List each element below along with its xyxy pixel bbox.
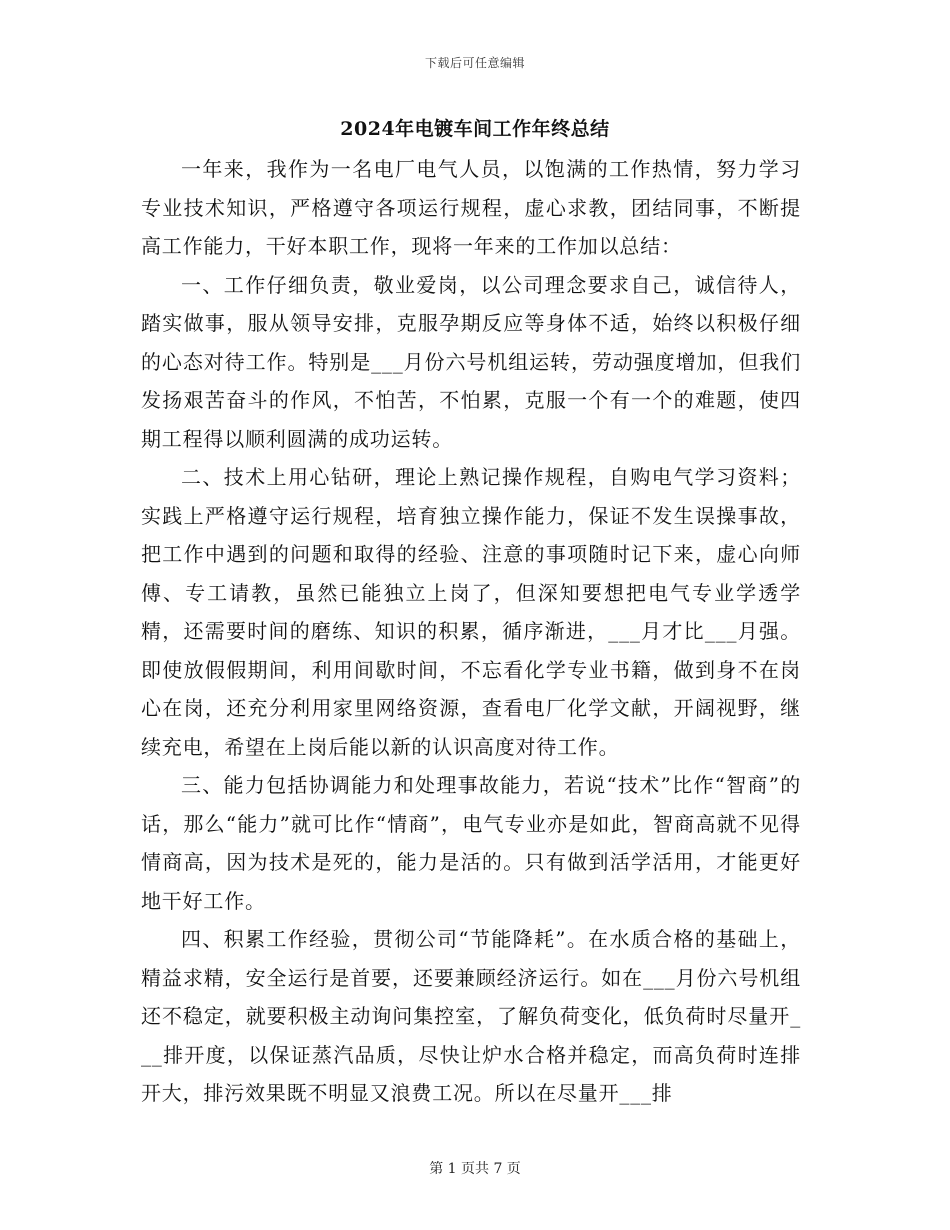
paragraph-section-2: 二、技术上用心钻研，理论上熟记操作规程，自购电气学习资料；实践上严格遵守运行规程，培育独立操作能力，保证不发生误操事故，把工作中遇到的问题和取得的经验、注意的事项随时记下来，虚心向师傅、专工请教，虽然已能独立上岗了，但深知要想把电气专业学透学精，还需要时间的磨练、知识的积累，循序渐进，___月才比___月强。即使放假假期间，利用间歇时间，不忘看化学专业书籍，做到身不在岗心在岗，还充分利用家里网络资源，查看电厂化学文献，开阔视野，继续充电，希望在上岗后能以新的认识高度对待工作。 <box>141 465 801 759</box>
document-body <box>141 150 801 1113</box>
paragraph-section-1: 一、工作仔细负责，敬业爱岗，以公司理念要求自己，诚信待人，踏实做事，服从领导安排，克服孕期反应等身体不适，始终以积极仔细的心态对待工作。特别是___月份六号机组运转，劳动强度增加，但我们发扬艰苦奋斗的作风，不怕苦，不怕累，克服一个有一个的难题，使四期工程得以顺利圆满的成功运转。 <box>141 272 801 451</box>
paragraph-section-4: 四、积累工作经验，贯彻公司“节能降耗”。在水质合格的基础上，精益求精，安全运行是首要，还要兼顾经济运行。如在___月份六号机组还不稳定，就要积极主动询问集控室，了解负荷变化，低负荷时尽量开___排开度，以保证蒸汽品质，尽快让炉水合格并稳定，而高负荷时连排开大，排污效果既不明显又浪费工况。所以在尽量开___排 <box>141 927 801 1105</box>
paragraph-section-3: 三、能力包括协调能力和处理事故能力，若说“技术”比作“智商”的话，那么“能力”就可比作“情商”，电气专业亦是如此，智商高就不见得情商高，因为技术是死的，能力是活的。只有做到活学活用，才能更好地干好工作。 <box>141 773 801 913</box>
document-title: 2024年电镀车间工作年终总结 <box>340 118 610 140</box>
page-number-footer: 第 1 页共 7 页 <box>429 1161 521 1177</box>
paragraph-intro: 一年来，我作为一名电厂电气人员，以饱满的工作热情，努力学习专业技术知识，严格遵守各项运行规程，虚心求教，团结同事，不断提高工作能力，干好本职工作，现将一年来的工作加以总结： <box>141 157 801 258</box>
page-header-note: 下载后可任意编辑 <box>424 56 525 70</box>
